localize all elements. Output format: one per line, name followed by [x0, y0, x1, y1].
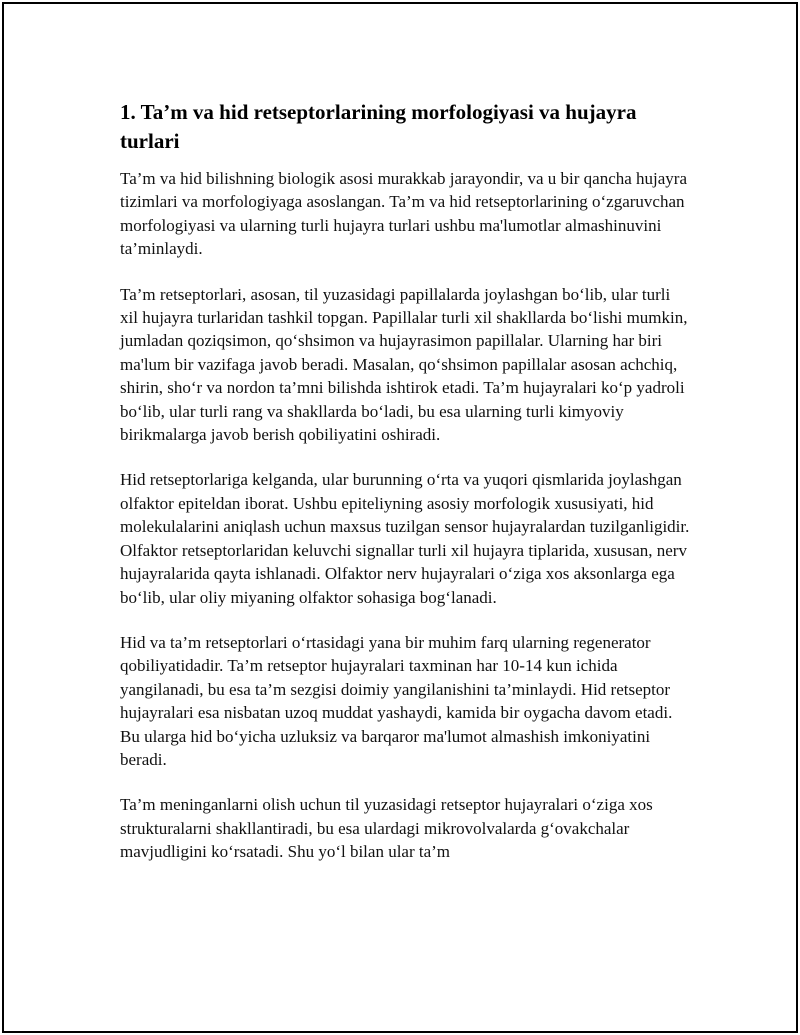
- paragraph-2: Ta’m retseptorlari, asosan, til yuzasidagi papillalarda joylashgan bo‘lib, ular turli xil hujayra turlaridan tashkil topgan. Papillalar turli xil shakllarda bo‘lishi mumkin, jumladan qoziqsimon, qo‘shsimon va hujayrasimon papillalar. Ularning har biri ma'lum bir vazifaga javob beradi. Masalan, qo‘shsimon papillalar asosan achchiq, shirin, sho‘r va nordon ta’mni bilishda ishtirok etadi. Ta’m hujayralari ko‘p yadroli bo‘lib, ular turli rang va shakllarda bo‘ladi, bu esa ularning turli kimyoviy birikmalarga javob berish qobiliyatini oshiradi.: [120, 284, 688, 445]
- document-page: [2, 2, 798, 1033]
- paragraph-5: Ta’m meninganlarni olish uchun til yuzasidagi retseptor hujayralari o‘ziga xos strukturalarni shakllantiradi, bu esa ulardagi mikrovolvalarda g‘ovakchalar mavjudligini ko‘rsatadi. Shu yo‘l bilan ular ta’m: [120, 795, 653, 862]
- paragraph-4: Hid va ta’m retseptorlari o‘rtasidagi yana bir muhim farq ularning regenerator qobiliyatidadir. Ta’m retseptor hujayralari taxminan har 10-14 kun ichida yangilanadi, bu esa ta’m sezgisi doimiy yangilanishini ta’minlaydi. Hid retseptor hujayralari esa nisbatan uzoq muddat yashaydi, kamida bir oygacha davom etadi. Bu ularga hid bo‘yicha uzluksiz va barqaror ma'lumot almashish imkoniyatini beradi.: [120, 632, 673, 769]
- document-body: [120, 98, 690, 886]
- paragraph-1: Ta’m va hid bilishning biologik asosi murakkab jarayondir, va u bir qancha hujayra tizimlari va morfologiyaga asoslangan. Ta’m va hid retseptorlarining o‘zgaruvchan morfologiyasi va ularning turli hujayra turlari ushbu ma'lumotlar almashinuvini ta’minlaydi.: [120, 169, 688, 259]
- section-heading: 1. Ta’m va hid retseptorlarining morfologiyasi va hujayra turlari: [120, 100, 637, 153]
- paragraph-3: Hid retseptorlariga kelganda, ular burunning o‘rta va yuqori qismlarida joylashgan olfaktor epiteldan iborat. Ushbu epiteliyning asosiy morfologik xususiyati, hid molekulalarini aniqlash uchun maxsus tuzilgan sensor hujayralardan tuzilganligidir. Olfaktor retseptorlaridan keluvchi signallar turli xil hujayra tiplarida, xususan, nerv hujayralarida qayta ishlanadi. Olfaktor nerv hujayralari o‘ziga xos aksonlarga ega bo‘lib, ular oliy miyaning olfaktor sohasiga bog‘lanadi.: [120, 470, 690, 607]
